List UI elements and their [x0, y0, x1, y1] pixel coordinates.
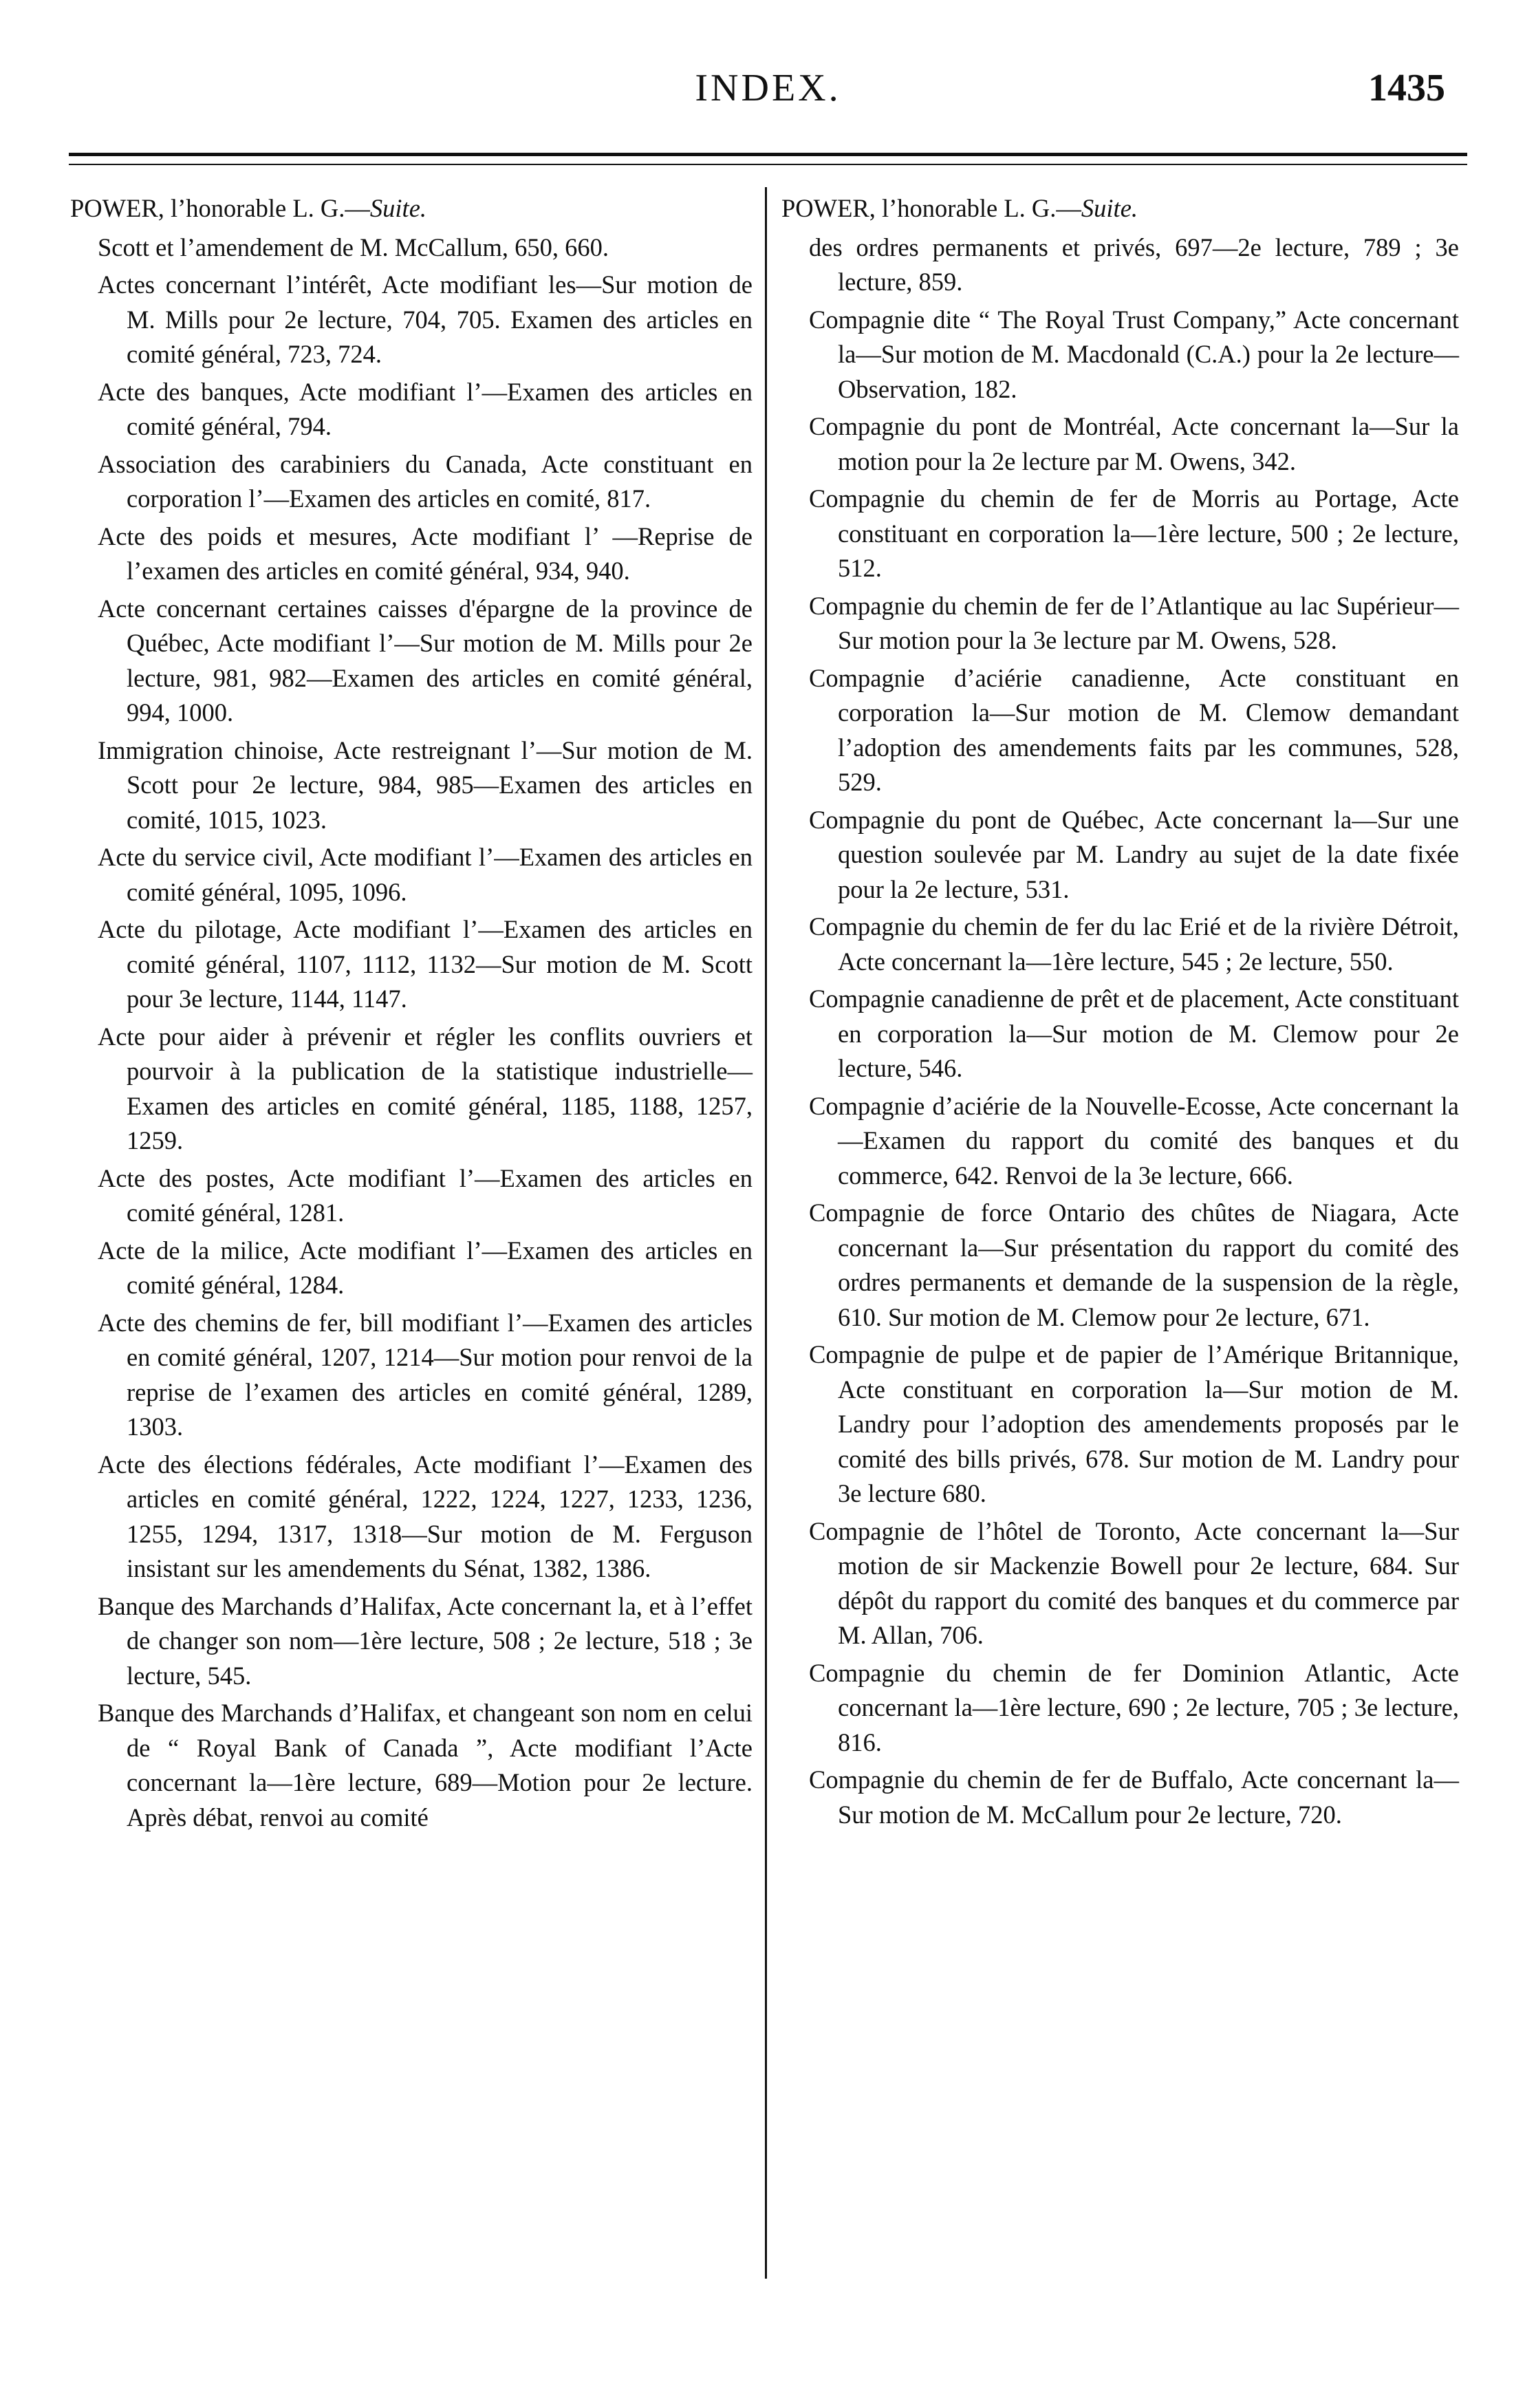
index-entry: Compagnie de pulpe et de papier de l’Amérique Britannique, Acte constituant en corporation la—Sur motion de M. Landry pour l’adoption des amendements proposés par le comité des bills privés, 678. Sur motion de M. Landry pour 3e lecture 680.: [809, 1340, 1459, 1507]
index-entry: Compagnie du chemin de fer de Buffalo, Acte concernant la—Sur motion de M. McCallum pour 2e lecture, 720.: [809, 1765, 1459, 1829]
heading-name: POWER, l’honorable L. G.—: [70, 194, 370, 222]
index-entry: Compagnie de l’hôtel de Toronto, Acte concernant la—Sur motion de sir Mackenzie Bowell pour 2e lecture, 684. Sur dépôt du rapport du comité des banques et du commerce par M. Allan, 706.: [809, 1516, 1459, 1649]
index-entry: Acte du pilotage, Acte modifiant l’—Examen des articles en comité général, 1107, 1112, 1132—Sur motion de M. Scott pour 3e lecture, 1144, 1147.: [98, 915, 753, 1013]
index-entry: Acte des poids et mesures, Acte modifiant l’ —Reprise de l’examen des articles en comité général, 934, 940.: [98, 522, 753, 585]
heading-name: POWER, l’honorable L. G.—: [781, 194, 1081, 222]
index-entry: Compagnie du chemin de fer du lac Erié et de la rivière Détroit, Acte concernant la—1ère lecture, 545 ; 2e lecture, 550.: [809, 912, 1459, 976]
index-entry: Acte des banques, Acte modifiant l’—Examen des articles en comité général, 794.: [98, 377, 753, 440]
header-rule-thick: [69, 153, 1467, 156]
index-entry: Compagnie du chemin de fer de Morris au Portage, Acte constituant en corporation la—1ère lecture, 500 ; 2e lecture, 512.: [809, 484, 1459, 582]
index-entry: Compagnie d’aciérie canadienne, Acte constituant en corporation la—Sur motion de M. Clemow demandant l’adoption des amendements faits par les communes, 528, 529.: [809, 663, 1459, 796]
index-entry: Scott et l’amendement de M. McCallum, 650, 660.: [98, 233, 609, 261]
column-divider: [765, 187, 767, 2279]
index-entry: Compagnie du chemin de fer de l’Atlantique au lac Supérieur—Sur motion pour la 3e lecture par M. Owens, 528.: [809, 591, 1459, 654]
index-entry: Banque des Marchands d’Halifax, et changeant son nom en celui de “ Royal Bank of Canada ”, Acte modifiant l’Acte concernant la—1ère lecture, 689—Motion pour 2e lecture. Après débat, renvoi au comité: [98, 1699, 753, 1831]
index-entry: Acte des élections fédérales, Acte modifiant l’—Examen des articles en comité général, 1222, 1224, 1227, 1233, 1236, 1255, 1294, 1317, 1318—Sur motion de M. Ferguson insistant sur les amendements du Sénat, 1382, 1386.: [98, 1450, 753, 1582]
index-entry: Actes concernant l’intérêt, Acte modifiant les—Sur motion de M. Mills pour 2e lecture, 704, 705. Examen des articles en comité général, 723, 724.: [98, 270, 753, 368]
index-entry: Compagnie d’aciérie de la Nouvelle-Ecosse, Acte concernant la—Examen du rapport du comité des banques et du commerce, 642. Renvoi de la 3e lecture, 666.: [809, 1091, 1459, 1190]
index-entry: Compagnie du pont de Québec, Acte concernant la—Sur une question soulevée par M. Landry au sujet de la date fixée pour la 2e lecture, 531.: [809, 805, 1459, 903]
index-entry: Acte pour aider à prévenir et régler les conflits ouvriers et pourvoir à la publication de la statistique industrielle—Examen des articles en comité général, 1185, 1188, 1257, 1259.: [98, 1022, 753, 1154]
header-rule-thin: [69, 164, 1467, 165]
right-column-heading: [781, 191, 1459, 226]
index-entry: Acte de la milice, Acte modifiant l’—Examen des articles en comité général, 1284.: [98, 1236, 753, 1299]
index-entry: Immigration chinoise, Acte restreignant l’—Sur motion de M. Scott pour 2e lecture, 984, 985—Examen des articles en comité, 1015, 1023.: [98, 735, 753, 834]
index-entry: Acte des chemins de fer, bill modifiant l’—Examen des articles en comité général, 1207, 1214—Sur motion pour renvoi de la reprise de l’examen des articles en comité général, 1289, 1303.: [98, 1308, 753, 1441]
index-entry: Acte concernant certaines caisses d'épargne de la province de Québec, Acte modifiant l’—Sur motion de M. Mills pour 2e lecture, 981, 982—Examen des articles en comité général, 994, 1000.: [98, 594, 753, 727]
index-entry: Compagnie canadienne de prêt et de placement, Acte constituant en corporation la—Sur motion de M. Clemow pour 2e lecture, 546.: [809, 985, 1459, 1082]
page-title: INDEX.: [695, 67, 841, 109]
index-entry: Acte des postes, Acte modifiant l’—Examen des articles en comité général, 1281.: [98, 1163, 753, 1227]
index-entry: Compagnie du chemin de fer Dominion Atlantic, Acte concernant la—1ère lecture, 690 ; 2e lecture, 705 ; 3e lecture, 816.: [809, 1658, 1459, 1756]
index-entry: Banque des Marchands d’Halifax, Acte concernant la, et à l’effet de changer son nom—1ère lecture, 508 ; 2e lecture, 518 ; 3e lecture, 545.: [98, 1591, 753, 1690]
heading-suite: Suite.: [1081, 194, 1138, 222]
index-entry: Acte du service civil, Acte modifiant l’—Examen des articles en comité général, 1095, 1096.: [98, 843, 753, 906]
page-number: 1435: [1368, 67, 1445, 109]
index-entry: des ordres permanents et privés, 697—2e lecture, 789 ; 3e lecture, 859.: [809, 233, 1459, 296]
index-entry: Compagnie dite “ The Royal Trust Company,” Acte concernant la—Sur motion de M. Macdonald (C.A.) pour la 2e lecture—Observation, 182.: [809, 305, 1459, 403]
left-column: [70, 191, 753, 1838]
index-entry: Compagnie du pont de Montréal, Acte concernant la—Sur la motion pour la 2e lecture par M. Owens, 342.: [809, 412, 1459, 475]
running-header: [0, 66, 1536, 128]
right-column: [781, 191, 1459, 1835]
left-column-heading: [70, 191, 753, 226]
index-entry: Association des carabiniers du Canada, Acte constituant en corporation l’—Examen des articles en comité, 817.: [98, 449, 753, 513]
heading-suite: Suite.: [369, 194, 427, 222]
index-entry: Compagnie de force Ontario des chûtes de Niagara, Acte concernant la—Sur présentation du rapport du comité des ordres permanents et demande de la suspension de la règle, 610. Sur motion de M. Clemow pour 2e lecture, 671.: [809, 1198, 1459, 1331]
